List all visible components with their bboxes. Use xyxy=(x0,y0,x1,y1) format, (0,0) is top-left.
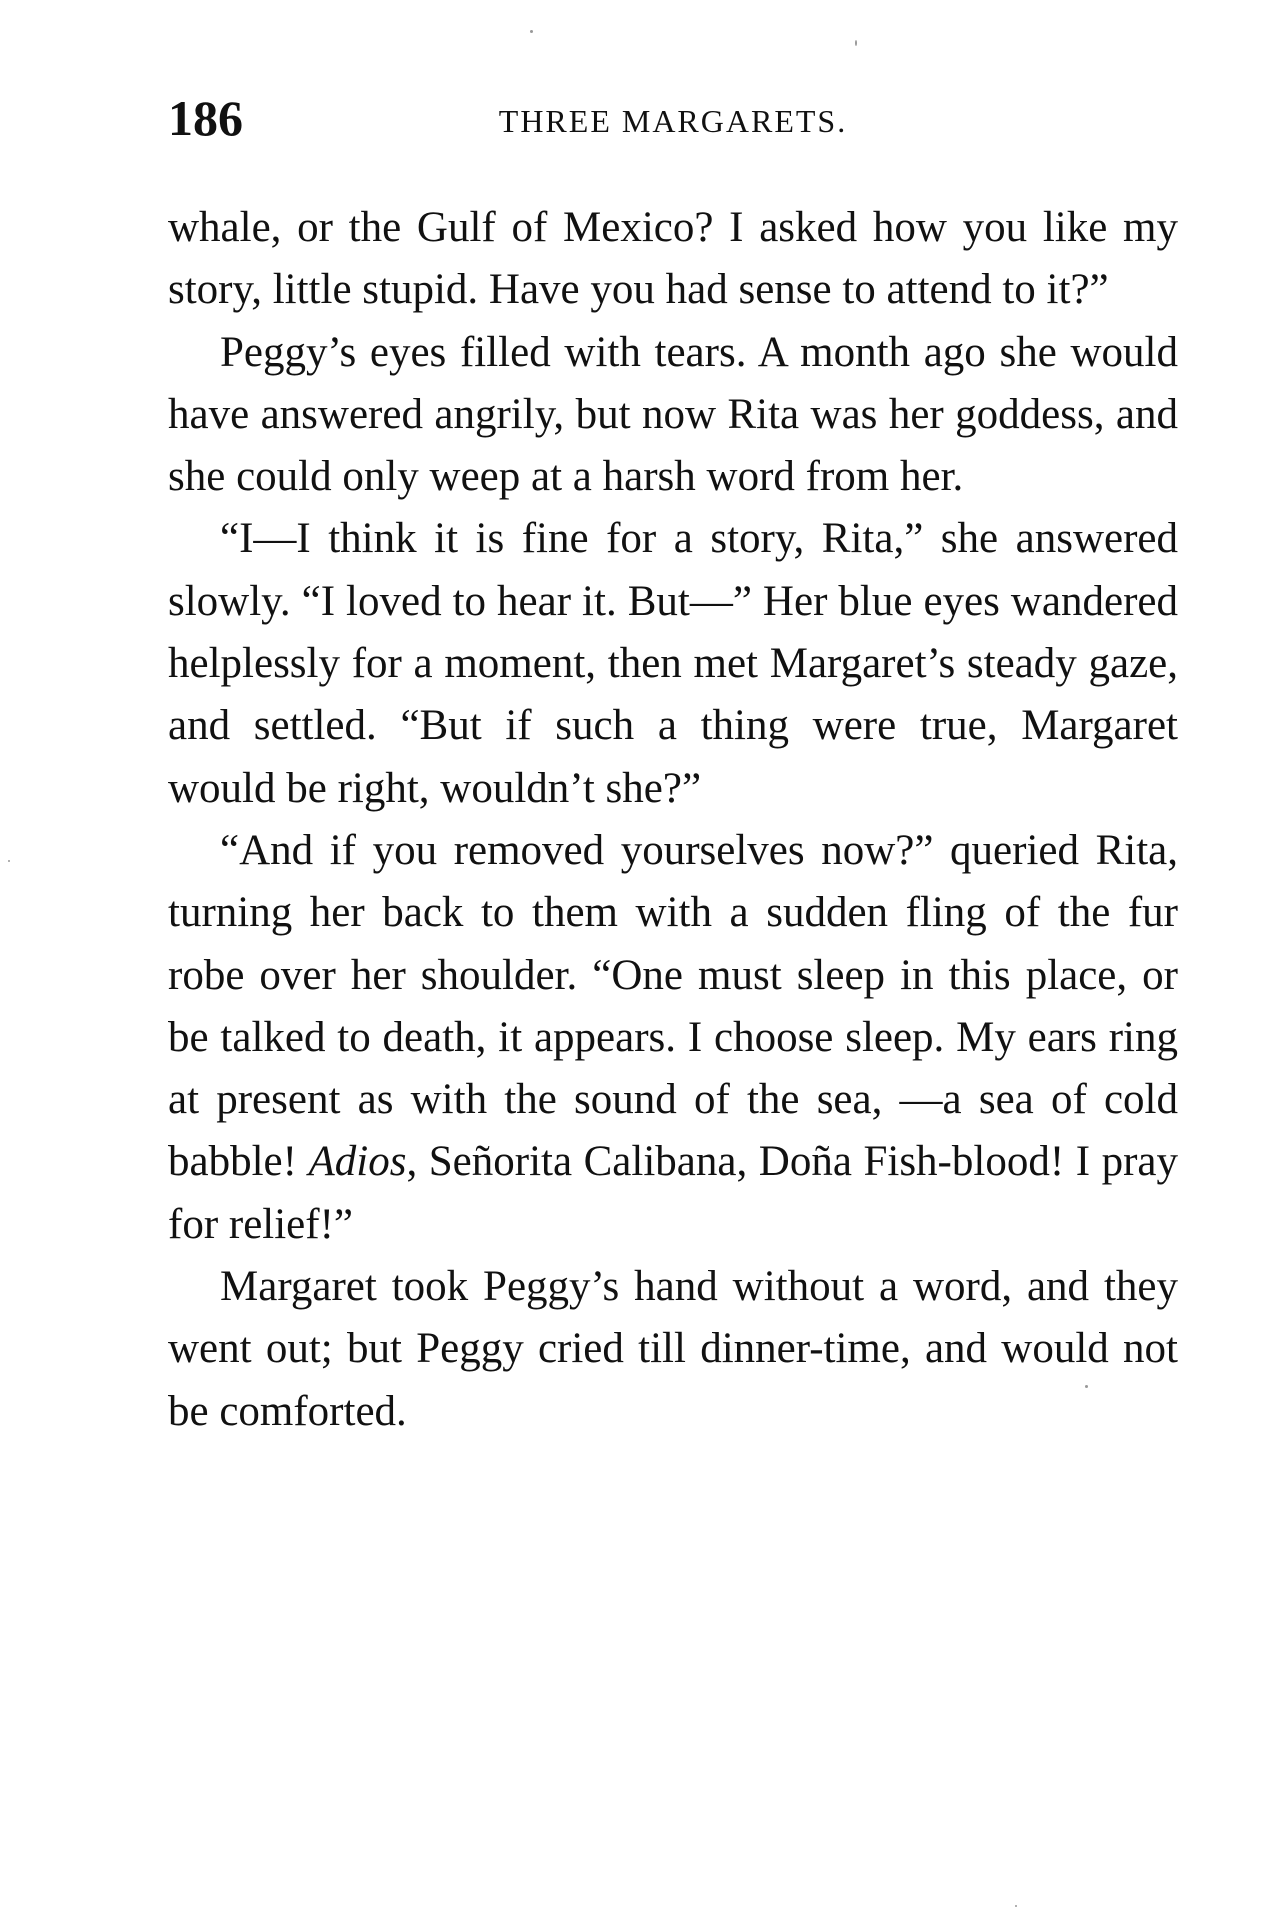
paper-speck xyxy=(530,30,533,33)
paragraph: Peggy’s eyes filled with tears. A month ago she would have answered angrily, but now Rita was her goddess, and she could only weep at a harsh word from her. xyxy=(168,328,1178,501)
running-head: THREE MARGARETS. xyxy=(498,103,848,139)
paragraph-text: , Señorita Calibana, Doña Fish-blood! I pray for relief!” xyxy=(168,1138,1178,1248)
page-number: 186 xyxy=(168,90,243,146)
italic-word: Adios xyxy=(308,1138,407,1186)
body-text xyxy=(168,197,1178,1443)
paragraph xyxy=(168,820,1178,1256)
paper-speck xyxy=(1015,1905,1017,1907)
paragraph: Margaret took Peggy’s hand without a word, and they went out; but Peggy cried till dinner-time, and would not be comforted. xyxy=(168,1263,1178,1435)
paper-speck xyxy=(855,40,857,46)
paper-speck xyxy=(8,860,10,862)
paper-speck xyxy=(1085,1385,1088,1388)
paragraph-continued: whale, or the Gulf of Mexico? I asked how you like my story, little stupid. Have you had sense to attend to it?” xyxy=(168,204,1178,314)
page-header xyxy=(168,88,1178,148)
paragraph: “I—I think it is fine for a story, Rita,” she answered slowly. “I loved to hear it. But—” Her blue eyes wandered helplessly for a moment, then met Margaret’s steady gaze, and settled. “But if such a thing were true, Margaret would be right, wouldn’t she?” xyxy=(168,515,1178,812)
paragraph-text: “And if you removed yourselves now?” queried Rita, turning her back to them with a sudden fling of the fur robe over her shoulder. “One must sleep in this place, or be talked to death, it appears. I choose sleep. My ears ring at present as with the sound of the sea, —a sea of cold babble! xyxy=(168,826,1178,1186)
